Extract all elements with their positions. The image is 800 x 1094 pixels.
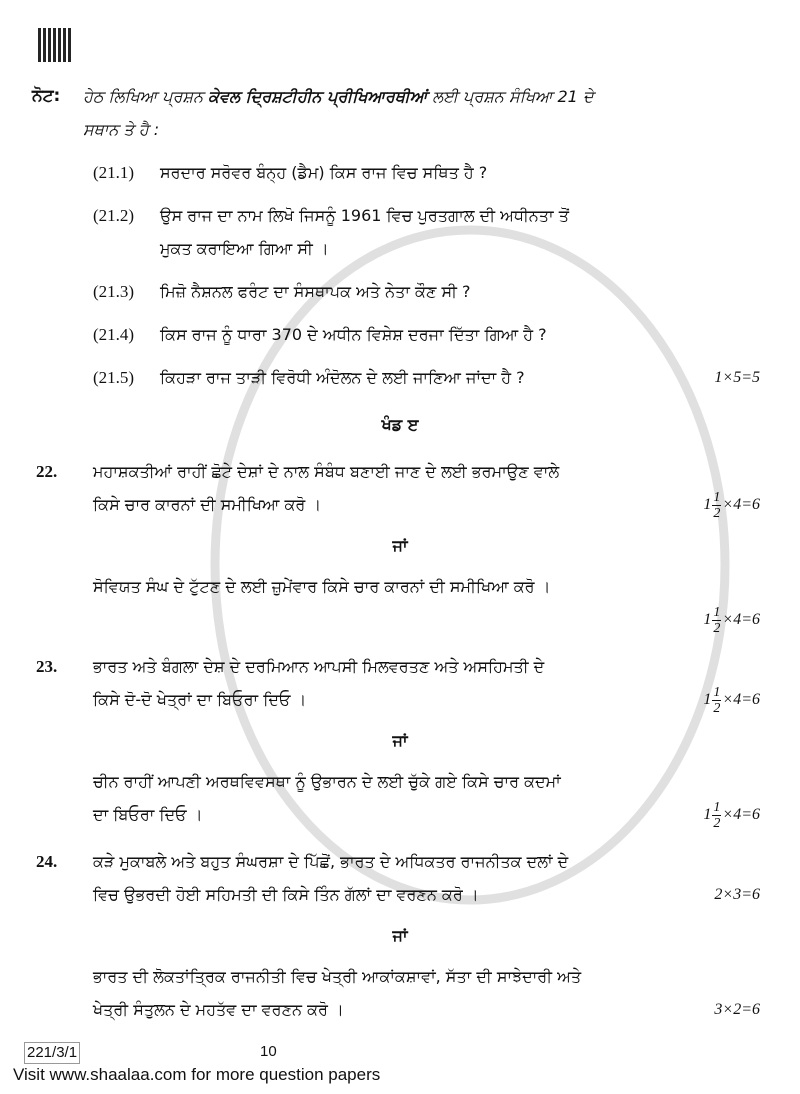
question-23 [0,650,760,716]
or-label: ਜਾਂ [392,731,408,750]
question-text: ਕਿਸੇ ਦੋ-ਦੋ ਖੇਤ੍ਰਾਂ ਦਾ ਬਿਓਰਾ ਦਿਓ । [93,690,307,709]
subq-number: (21.2) [93,206,135,225]
promo-link[interactable]: Visit www.shaalaa.com for more question papers [13,1065,381,1084]
marks: 1 $\frac{1}{2}$ ×4=6 [703,489,760,521]
alt-question-text: ਦਾ ਬਿਓਰਾ ਦਿਓ । [93,805,203,824]
question-text: ਕਿਸੇ ਚਾਰ ਕਾਰਨਾਂ ਦੀ ਸਮੀਖਿਆ ਕਰੋ । [93,495,322,514]
question-text: ਭਾਰਤ ਅਤੇ ਬੰਗਲਾ ਦੇਸ਼ ਦੇ ਦਰਮਿਆਨ ਆਪਸੀ ਮਿਲਵਰਤਣ ਅਤੇ ਅਸਹਿਮਤੀ ਦੇ [93,657,545,676]
note-label: ਨੋਟ: [32,86,61,106]
alt-question-text: ਚੀਨ ਰਾਹੀਂ ਆਪਣੀ ਅਰਥਵਿਵਸਥਾ ਨੂੰ ਉਭਾਰਨ ਦੇ ਲਈ ਚੁੱਕੇ ਗਏ ਕਿਸੇ ਚਾਰ ਕਦਮਾਂ [93,772,561,791]
note-text: ਲਈ ਪ੍ਰਸ਼ਨ ਸੰਖਿਆ 21 ਦੇ [427,87,594,106]
subquestion-21-1 [0,156,760,189]
note-line-1 [83,80,760,113]
alt-question-text: ਸੋਵਿਯਤ ਸੰਘ ਦੇ ਟੁੱਟਣ ਦੇ ਲਈ ਜ਼ੁਮੇਂਵਾਰ ਕਿਸੇ ਚਾਰ ਕਾਰਨਾਂ ਦੀ ਸਮੀਖਿਆ ਕਰੋ । [93,577,551,596]
question-number: 23. [36,657,58,676]
question-text: ਮਹਾਸ਼ਕਤੀਆਂ ਰਾਹੀਂ ਛੋਟੇ ਦੇਸ਼ਾਂ ਦੇ ਨਾਲ ਸੰਬੰਧ ਬਣਾਈ ਜਾਣ ਦੇ ਲਈ ਭਰਮਾਉਣ ਵਾਲੇ [93,462,560,481]
subq-text: ਮੁਕਤ ਕਰਾਇਆ ਗਿਆ ਸੀ । [160,239,329,258]
subq-number: (21.5) [93,368,135,387]
question-22 [0,455,760,521]
marks: 2×3=6 [714,886,760,903]
marks: 1×5=5 [714,369,760,386]
alt-question-23 [0,765,760,831]
subq-text: ਮਿਜ਼ੋ ਨੈਸ਼ਨਲ ਫਰੰਟ ਦਾ ਸੰਸਥਾਪਕ ਅਤੇ ਨੇਤਾ ਕੌਣ ਸੀ ? [160,282,471,301]
marks: 1 $\frac{1}{2}$ ×4=6 [703,604,760,636]
subq-text: ਉਸ ਰਾਜ ਦਾ ਨਾਮ ਲਿਖੋ ਜਿਸਨੂੰ 1961 ਵਿਚ ਪੁਰਤਗਾਲ ਦੀ ਅਧੀਨਤਾ ਤੋਂ [160,206,569,225]
subq-number: (21.3) [93,282,135,301]
question-24 [0,845,760,911]
subq-number: (21.1) [93,163,135,182]
note-text: ਹੇਠ ਲਿਖਿਆ ਪ੍ਰਸ਼ਨ [83,87,209,106]
alt-question-22 [0,570,760,603]
subq-text: ਸਰਦਾਰ ਸਰੋਵਰ ਬੰਨ੍ਹ (ਡੈਮ) ਕਿਸ ਰਾਜ ਵਿਚ ਸਥਿਤ ਹੈ ? [160,163,488,182]
marks: 3×2=6 [714,1001,760,1018]
subquestion-21-4 [0,318,760,351]
or-label: ਜਾਂ [392,536,408,555]
alt-question-24 [0,960,760,1026]
footer [0,1042,760,1064]
question-number: 22. [36,462,58,481]
marks: 1 $\frac{1}{2}$ ×4=6 [703,684,760,716]
note-bold-text: ਕੇਵਲ ਦ੍ਰਿਸ਼ਟੀਹੀਨ ਪ੍ਰੀਖਿਆਰਥੀਆਂ [208,87,428,106]
subq-text: ਕਿਹੜਾ ਰਾਜ ਤਾੜੀ ਵਿਰੋਧੀ ਅੰਦੋਲਨ ਦੇ ਲਈ ਜਾਣਿਆ ਜਾਂਦਾ ਹੈ ? [160,368,525,387]
note-text-block [83,80,760,146]
subq-text: ਕਿਸ ਰਾਜ ਨੂੰ ਧਾਰਾ 370 ਦੇ ਅਧੀਨ ਵਿਸ਼ੇਸ਼ ਦਰਜਾ ਦਿੱਤਾ ਗਿਆ ਹੈ ? [160,325,547,344]
exam-content [0,80,760,1086]
paper-code: 221/3/1 [24,1042,80,1064]
page-number: 10 [260,1043,277,1060]
question-text: ਵਿਚ ਉਭਰਦੀ ਹੋਈ ਸਹਿਮਤੀ ਦੀ ਕਿਸੇ ਤਿੰਨ ਗੱਲਾਂ ਦਾ ਵਰਣਨ ਕਰੋ । [93,885,479,904]
question-text: ਕੜੇ ਮੁਕਾਬਲੇ ਅਤੇ ਬਹੁਤ ਸੰਘਰਸ਼ਾ ਦੇ ਪਿੱਛੋਂ, ਭਾਰਤ ਦੇ ਅਧਿਕਤਰ ਰਾਜਨੀਤਕ ਦਲਾਂ ਦੇ [93,852,569,871]
or-label: ਜਾਂ [392,926,408,945]
question-number: 24. [36,852,58,871]
subquestion-21-2 [0,199,760,265]
section-heading: ਖੰਡ ੲ [381,415,419,434]
alt-question-22-marks [0,603,760,636]
alt-question-text: ਖੇਤ੍ਰੀ ਸੰਤੁਲਨ ਦੇ ਮਹਤੱਵ ਦਾ ਵਰਣਨ ਕਰੋ । [93,1000,344,1019]
qr-code [38,28,72,62]
note [0,80,760,146]
note-line-2: ਸਥਾਨ ਤੇ ਹੈ : [83,120,160,139]
alt-question-text: ਭਾਰਤ ਦੀ ਲੋਕਤਾਂਤ੍ਰਿਕ ਰਾਜਨੀਤੀ ਵਿਚ ਖੇਤ੍ਰੀ ਆਕਾਂਕਸ਼ਾਵਾਂ, ਸੱਤਾ ਦੀ ਸਾਝੇਦਾਰੀ ਅਤੇ [93,967,582,986]
subq-number: (21.4) [93,325,135,344]
subquestion-21-3 [0,275,760,308]
subquestion-21-5 [0,361,760,394]
marks: 1 $\frac{1}{2}$ ×4=6 [703,799,760,831]
